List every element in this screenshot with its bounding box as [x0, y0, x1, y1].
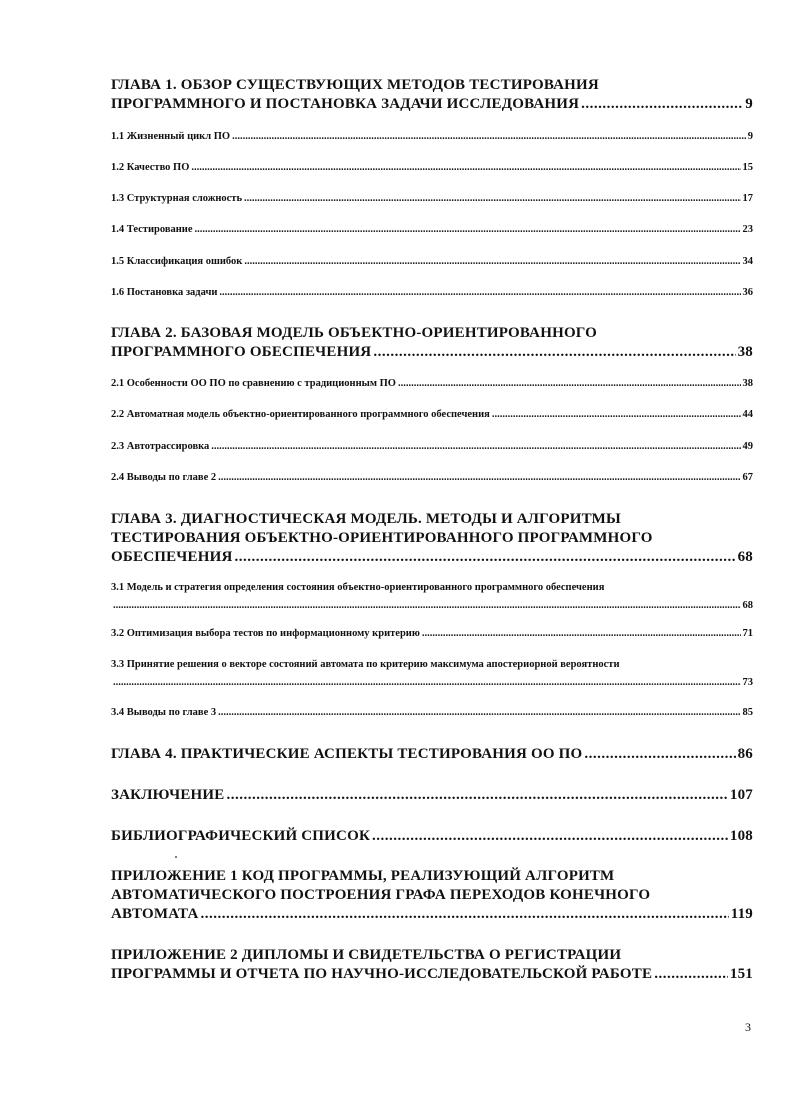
page-ref: 49 — [742, 441, 753, 452]
section-label: 3.3 Принятие решения о векторе состояний автомата по критерию максимума апостериорной вероятности — [111, 659, 620, 670]
chapter-title-line: ПРОГРАММНОГО ОБЕСПЕЧЕНИЯ — [111, 344, 372, 360]
chapter-title-line: ПРОГРАММЫ И ОТЧЕТА ПО НАУЧНО-ИССЛЕДОВАТЕЛЬСКОЙ РАБОТЕ — [111, 966, 653, 982]
dot-leader — [113, 676, 741, 689]
dot-leader — [372, 827, 728, 846]
dot-leader — [244, 192, 740, 205]
page-ref: 68 — [742, 600, 753, 611]
section-label: 3.1 Модель и стратегия определения состояния объектно-ориентированного программного обеспечения — [111, 582, 605, 593]
section-label: 2.4 Выводы по главе 2 — [111, 472, 217, 483]
toc-appendix-2[interactable] — [111, 946, 753, 984]
dot-leader — [200, 905, 728, 924]
section-label: 3.2 Оптимизация выбора тестов по информационному критерию — [111, 628, 420, 639]
scan-speck — [175, 856, 177, 858]
page-ref: 86 — [737, 746, 753, 762]
chapter-title-line: ПРОГРАММНОГО И ПОСТАНОВКА ЗАДАЧИ ИССЛЕДОВАНИЯ — [111, 96, 580, 112]
page-ref: 23 — [742, 224, 753, 235]
chapter-title-line: ПРИЛОЖЕНИЕ 2 ДИПЛОМЫ И СВИДЕТЕЛЬСТВА О РЕГИСТРАЦИИ — [111, 947, 622, 963]
section-label: 2.1 Особенности ОО ПО по сравнению с традиционным ПО — [111, 378, 396, 389]
page-ref: 85 — [742, 707, 753, 718]
page-ref: 38 — [742, 378, 753, 389]
page-ref: 36 — [742, 287, 753, 298]
dot-leader — [219, 286, 740, 299]
dot-leader — [195, 223, 741, 236]
dot-leader — [654, 965, 728, 984]
page-ref: 119 — [730, 906, 753, 922]
toc-section[interactable] — [111, 286, 753, 299]
section-label: 1.4 Тестирование — [111, 224, 193, 235]
chapter-title-line: ТЕСТИРОВАНИЯ ОБЪЕКТНО-ОРИЕНТИРОВАННОГО ПРОГРАММНОГО — [111, 530, 653, 546]
toc-section[interactable] — [111, 192, 753, 205]
page-ref: 17 — [742, 193, 753, 204]
toc-section[interactable] — [111, 627, 753, 640]
toc-bibliography[interactable] — [111, 827, 753, 846]
dot-leader — [422, 627, 741, 640]
toc-section[interactable] — [111, 658, 753, 689]
section-label: 1.6 Постановка задачи — [111, 287, 218, 298]
toc-section[interactable] — [111, 377, 753, 390]
chapter-title-line: ЗАКЛЮЧЕНИЕ — [111, 787, 225, 803]
toc-chapter-4[interactable] — [111, 745, 753, 764]
page-ref: 9 — [745, 96, 753, 112]
dot-leader — [218, 471, 740, 484]
toc-section[interactable] — [111, 408, 753, 421]
page-ref: 68 — [737, 549, 753, 565]
dot-leader — [584, 745, 735, 764]
page-ref: 9 — [747, 131, 753, 142]
toc-chapter-1[interactable] — [111, 76, 753, 114]
section-label: 1.3 Структурная сложность — [111, 193, 243, 204]
page-ref: 71 — [742, 628, 753, 639]
section-label: 2.2 Автоматная модель объектно-ориентированного программного обеспечения — [111, 409, 490, 420]
dot-leader — [226, 786, 727, 805]
toc-section[interactable] — [111, 223, 753, 236]
chapter-title-line: ГЛАВА 2. БАЗОВАЯ МОДЕЛЬ ОБЪЕКТНО-ОРИЕНТИРОВАННОГО — [111, 325, 598, 341]
dot-leader — [218, 706, 740, 719]
page-ref: 108 — [729, 828, 753, 844]
toc-appendix-1[interactable] — [111, 867, 753, 924]
section-label: 1.2 Качество ПО — [111, 162, 190, 173]
dot-leader — [398, 377, 741, 390]
page-ref: 44 — [742, 409, 753, 420]
toc-section[interactable] — [111, 130, 753, 143]
dot-leader — [492, 408, 741, 421]
dot-leader — [244, 255, 740, 268]
dot-leader — [373, 343, 735, 362]
page-ref: 67 — [742, 472, 753, 483]
toc-section[interactable] — [111, 440, 753, 453]
chapter-title-line: АВТОМАТА — [111, 906, 199, 922]
chapter-title-line: ПРИЛОЖЕНИЕ 1 КОД ПРОГРАММЫ, РЕАЛИЗУЮЩИЙ АЛГОРИТМ — [111, 868, 615, 884]
page-number: 3 — [745, 1020, 751, 1034]
dot-leader — [113, 599, 741, 612]
section-label: 2.3 Автотрассировка — [111, 441, 210, 452]
chapter-title-line: ГЛАВА 4. ПРАКТИЧЕСКИЕ АСПЕКТЫ ТЕСТИРОВАНИЯ ОО ПО — [111, 746, 583, 762]
toc-section[interactable] — [111, 255, 753, 268]
page-ref: 73 — [742, 677, 753, 688]
toc-chapter-2[interactable] — [111, 324, 753, 362]
dot-leader — [234, 548, 735, 567]
section-label: 1.1 Жизненный цикл ПО — [111, 131, 231, 142]
page-ref: 151 — [729, 966, 753, 982]
section-label: 1.5 Классификация ошибок — [111, 256, 243, 267]
chapter-title-line: ГЛАВА 3. ДИАГНОСТИЧЕСКАЯ МОДЕЛЬ. МЕТОДЫ И АЛГОРИТМЫ — [111, 511, 621, 527]
toc-conclusion[interactable] — [111, 786, 753, 805]
page-ref: 15 — [742, 162, 753, 173]
page-ref: 38 — [737, 344, 753, 360]
chapter-title-line: ОБЕСПЕЧЕНИЯ — [111, 549, 233, 565]
toc-section[interactable] — [111, 471, 753, 484]
toc-chapter-3[interactable] — [111, 510, 753, 567]
chapter-title-line: АВТОМАТИЧЕСКОГО ПОСТРОЕНИЯ ГРАФА ПЕРЕХОДОВ КОНЕЧНОГО — [111, 887, 651, 903]
toc-section[interactable] — [111, 161, 753, 174]
chapter-title-line: ГЛАВА 1. ОБЗОР СУЩЕСТВУЮЩИХ МЕТОДОВ ТЕСТИРОВАНИЯ — [111, 77, 599, 93]
toc-section[interactable] — [111, 581, 753, 612]
dot-leader — [581, 95, 743, 114]
section-label: 3.4 Выводы по главе 3 — [111, 707, 217, 718]
chapter-title-line: БИБЛИОГРАФИЧЕСКИЙ СПИСОК — [111, 828, 371, 844]
dot-leader — [191, 161, 740, 174]
page-ref: 107 — [729, 787, 753, 803]
page-ref: 34 — [742, 256, 753, 267]
dot-leader — [211, 440, 740, 453]
dot-leader — [232, 130, 746, 143]
toc-section[interactable] — [111, 706, 753, 719]
